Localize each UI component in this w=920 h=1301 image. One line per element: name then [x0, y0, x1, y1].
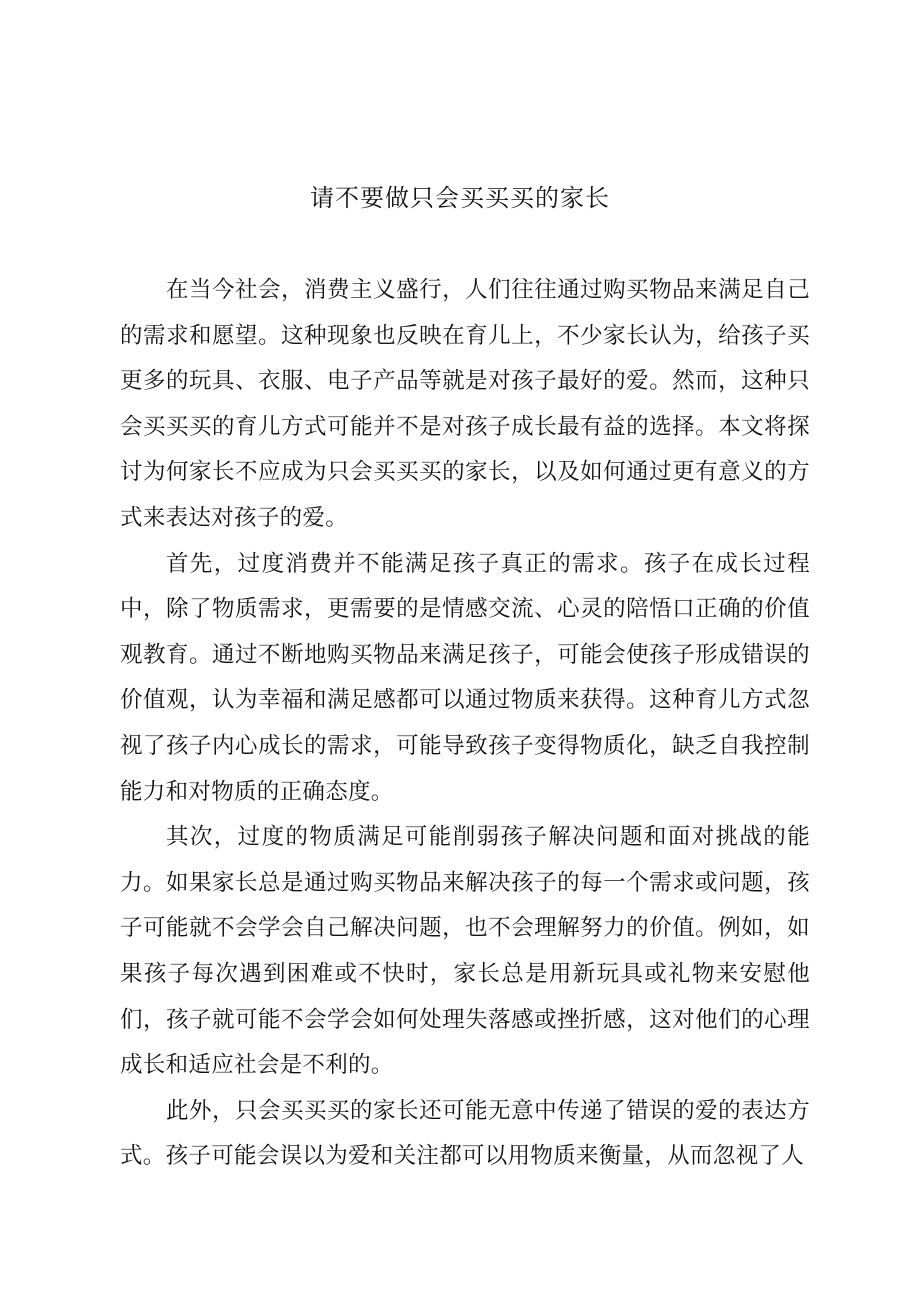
paragraph-2: 首先，过度消费并不能满足孩子真正的需求。孩子在成长过程中，除了物质需求，更需要的是情感交流、心灵的陪悟口正确的价值观教育。通过不断地购买物品来满足孩子，可能会使孩子形成错误的价值观，认为幸福和满足感都可以通过物质来获得。这种育儿方式忽视了孩子内心成长的需求，可能导致孩子变得物质化，缺乏自我控制能力和对物质的正确态度。 — [120, 550, 810, 805]
paragraph-4: 此外，只会买买买的家长还可能无意中传递了错误的爱的表达方式。孩子可能会误以为爱和关注都可以用物质来衡量，从而忽视了人 — [120, 1097, 810, 1170]
document-body — [120, 268, 810, 1180]
document-title: 请不要做只会买买买的家长 — [310, 184, 610, 212]
paragraph-3: 其次，过度的物质满足可能削弱孩子解决问题和面对挑战的能力。如果家长总是通过购买物品来解决孩子的每一个需求或问题，孩子可能就不会学会自己解决问题，也不会理解努力的价值。例如，如果孩子每次遇到困难或不快时，家长总是用新玩具或礼物来安慰他们，孩子就可能不会学会如何处理失落感或挫折感，这对他们的心理成长和适应社会是不利的。 — [120, 824, 810, 1079]
paragraph-1: 在当今社会，消费主义盛行，人们往往通过购买物品来满足自己的需求和愿望。这种现象也反映在育儿上，不少家长认为，给孩子买更多的玩具、衣服、电子产品等就是对孩子最好的爱。然而，这种只会买买买的育儿方式可能并不是对孩子成长最有益的选择。本文将探讨为何家长不应成为只会买买买的家长，以及如何通过更有意义的方式来表达对孩子的爱。 — [120, 277, 810, 531]
